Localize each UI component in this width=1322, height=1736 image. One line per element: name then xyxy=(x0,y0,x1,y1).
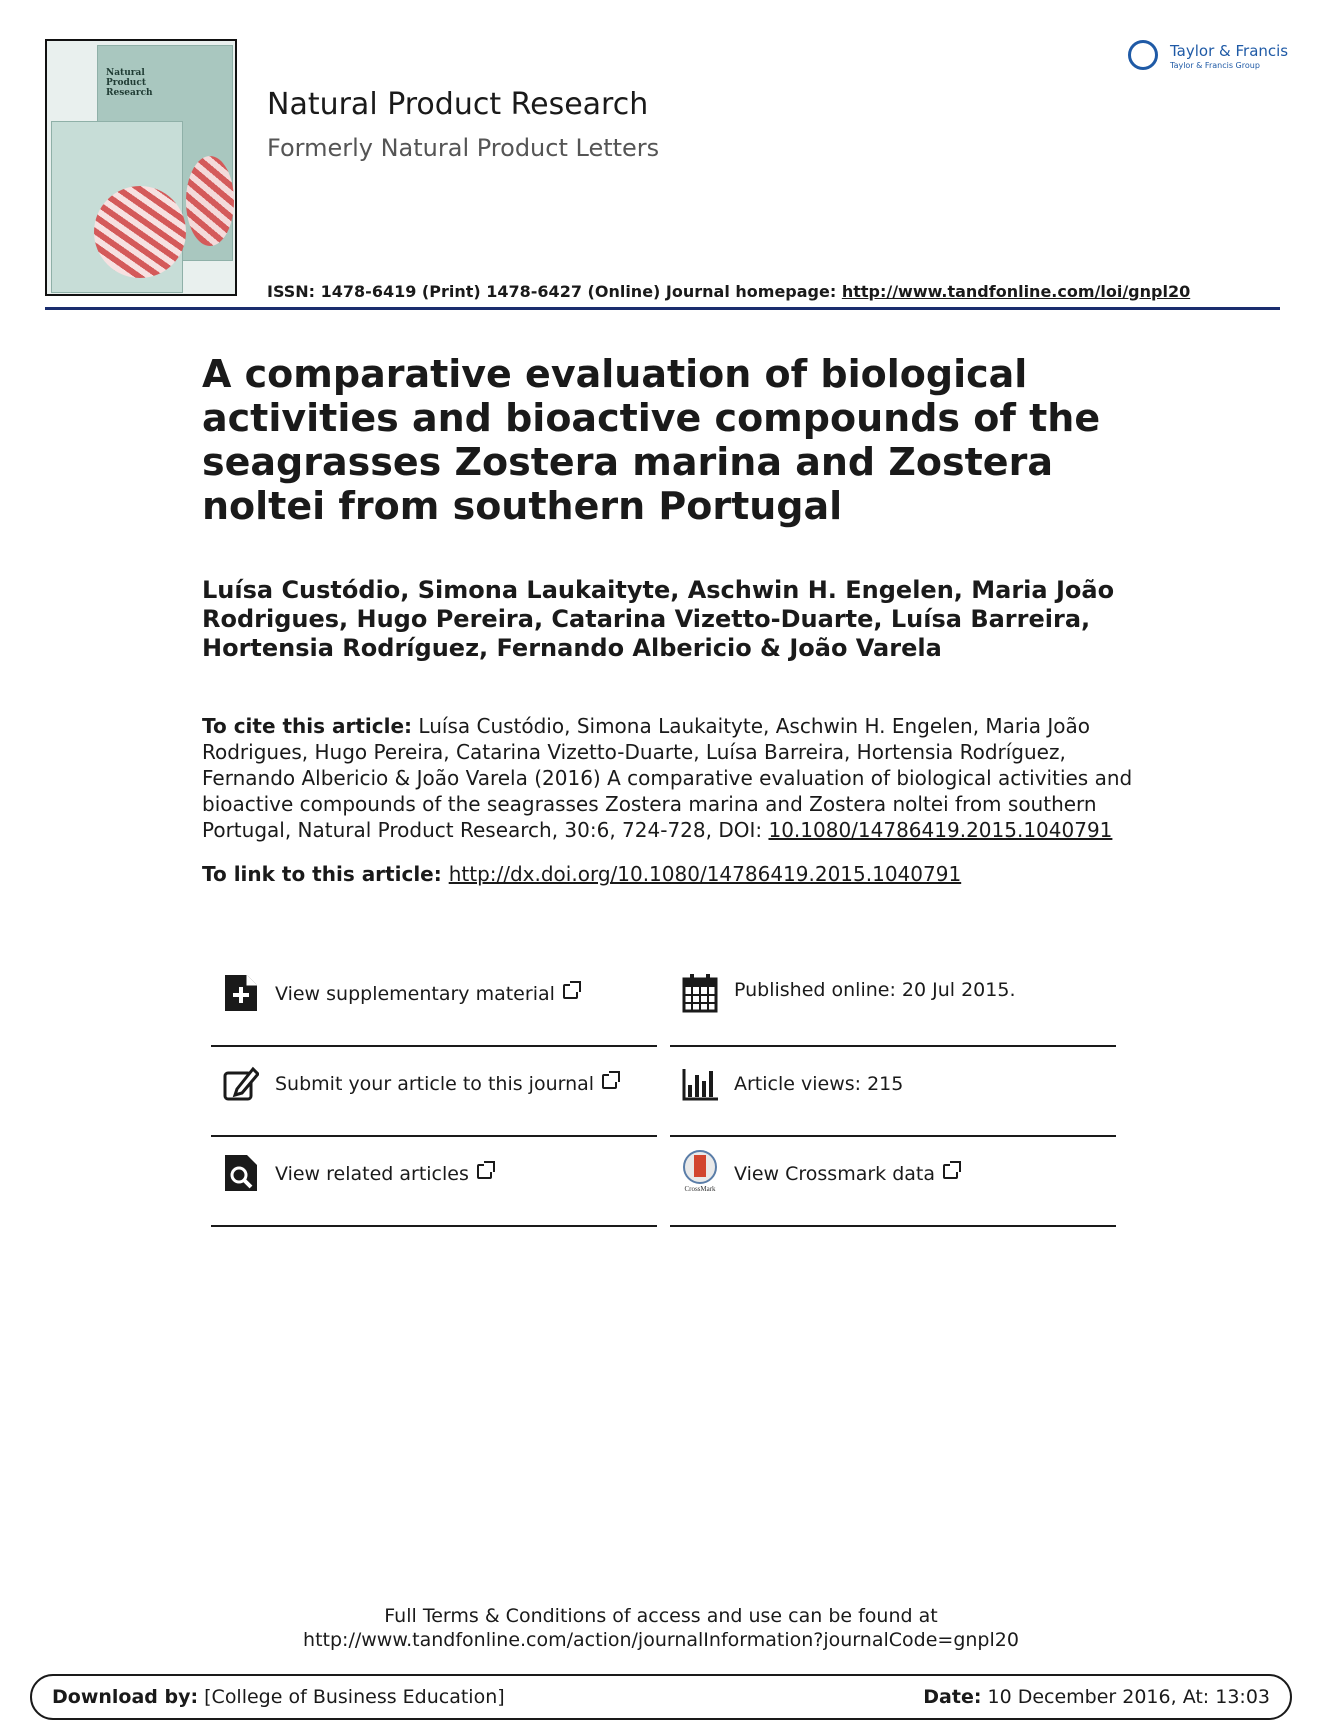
supplementary-text: View supplementary material xyxy=(275,983,555,1005)
journal-cover-image xyxy=(45,39,237,296)
journal-subtitle: Formerly Natural Product Letters xyxy=(267,134,660,162)
article-link-line xyxy=(202,861,1142,887)
header-divider xyxy=(45,307,1280,310)
date-value: 10 December 2016, At: 13:03 xyxy=(981,1686,1270,1708)
download-date xyxy=(923,1686,1270,1708)
article-views-label: Article views: 215 xyxy=(734,1073,904,1095)
download-value: [College of Business Education] xyxy=(198,1686,505,1708)
download-label: Download by: xyxy=(52,1686,199,1708)
publisher-logo[interactable] xyxy=(1128,40,1288,80)
crossmark-icon xyxy=(680,1149,720,1193)
related-articles-text: View related articles xyxy=(275,1163,469,1185)
download-by xyxy=(52,1686,505,1708)
edit-icon xyxy=(223,1063,259,1103)
external-link-icon xyxy=(943,1164,958,1179)
publisher-logo-mark xyxy=(1128,40,1158,70)
published-online-item xyxy=(670,955,1116,1047)
cover-front-panel xyxy=(51,121,183,293)
external-link-icon xyxy=(602,1074,617,1089)
related-articles-item[interactable] xyxy=(211,1135,657,1227)
date-label: Date: xyxy=(923,1686,982,1708)
calendar-icon xyxy=(682,973,718,1013)
publisher-name: Taylor & Francis xyxy=(1170,42,1289,60)
submit-article-text: Submit your article to this journal xyxy=(275,1073,595,1095)
crossmark-label xyxy=(734,1163,958,1185)
doi-link[interactable]: 10.1080/14786419.2015.1040791 xyxy=(768,818,1113,842)
issn-text: ISSN: 1478-6419 (Print) 1478-6427 (Online) Journal homepage: xyxy=(267,282,842,301)
issn-line xyxy=(267,282,1190,301)
cite-label: To cite this article: xyxy=(202,714,413,738)
submit-article-item[interactable] xyxy=(211,1045,657,1137)
download-info-bar xyxy=(30,1674,1292,1720)
cover-title: Natural Product Research xyxy=(106,68,153,98)
supplementary-label xyxy=(275,983,578,1005)
search-document-icon xyxy=(223,1153,259,1193)
terms-url[interactable]: http://www.tandfonline.com/action/journalInformation?journalCode=gnpl20 xyxy=(303,1629,1019,1651)
submit-article-label xyxy=(275,1073,617,1095)
article-authors: Luísa Custódio, Simona Laukaityte, Aschwin H. Engelen, Maria João Rodrigues, Hugo Pereira, Catarina Vizetto-Duarte, Luísa Barreira, Hortensia Rodríguez, Fernando Albericio & João Varela xyxy=(202,576,1115,662)
citation-block xyxy=(202,713,1142,843)
crossmark-text: View Crossmark data xyxy=(734,1163,936,1185)
article-views-item xyxy=(670,1045,1116,1137)
supplementary-material-item[interactable] xyxy=(211,955,657,1047)
external-link-icon xyxy=(477,1164,492,1179)
crossmark-caption: CrossMark xyxy=(684,1185,716,1193)
cover-helix-art xyxy=(94,186,186,278)
journal-homepage-link[interactable]: http://www.tandfonline.com/loi/gnpl20 xyxy=(841,282,1191,301)
terms-notice xyxy=(0,1604,1322,1652)
publisher-group: Taylor & Francis Group xyxy=(1170,61,1260,70)
related-articles-label xyxy=(275,1163,492,1185)
published-online-label: Published online: 20 Jul 2015. xyxy=(734,979,1016,1001)
bar-chart-icon xyxy=(682,1063,718,1103)
article-doi-url[interactable]: http://dx.doi.org/10.1080/14786419.2015.1040791 xyxy=(448,862,962,886)
terms-line-1: Full Terms & Conditions of access and use can be found at xyxy=(384,1605,938,1627)
external-link-icon xyxy=(563,984,578,999)
cover-helix-art xyxy=(186,156,234,246)
cite-text: Luísa Custódio, Simona Laukaityte, Aschwin H. Engelen, Maria João Rodrigues, Hugo Pereira, Catarina Vizetto-Duarte, Luísa Barreira, Hortensia Rodríguez, Fernando Albericio & João Varela (2016) A comparative evaluation of biological activities and bioactive compounds of the seagrasses Zostera marina and Zostera noltei from southern Portugal, Natural Product Research, 30:6, 724-728, DOI: xyxy=(202,714,1133,842)
article-title: A comparative evaluation of biological activities and bioactive compounds of the seagrasses Zostera marina and Zostera noltei from southern Portugal xyxy=(202,352,1101,528)
journal-title: Natural Product Research xyxy=(267,87,649,122)
crossmark-item[interactable] xyxy=(670,1135,1116,1227)
add-file-icon xyxy=(223,973,259,1013)
link-label: To link to this article: xyxy=(202,862,449,886)
